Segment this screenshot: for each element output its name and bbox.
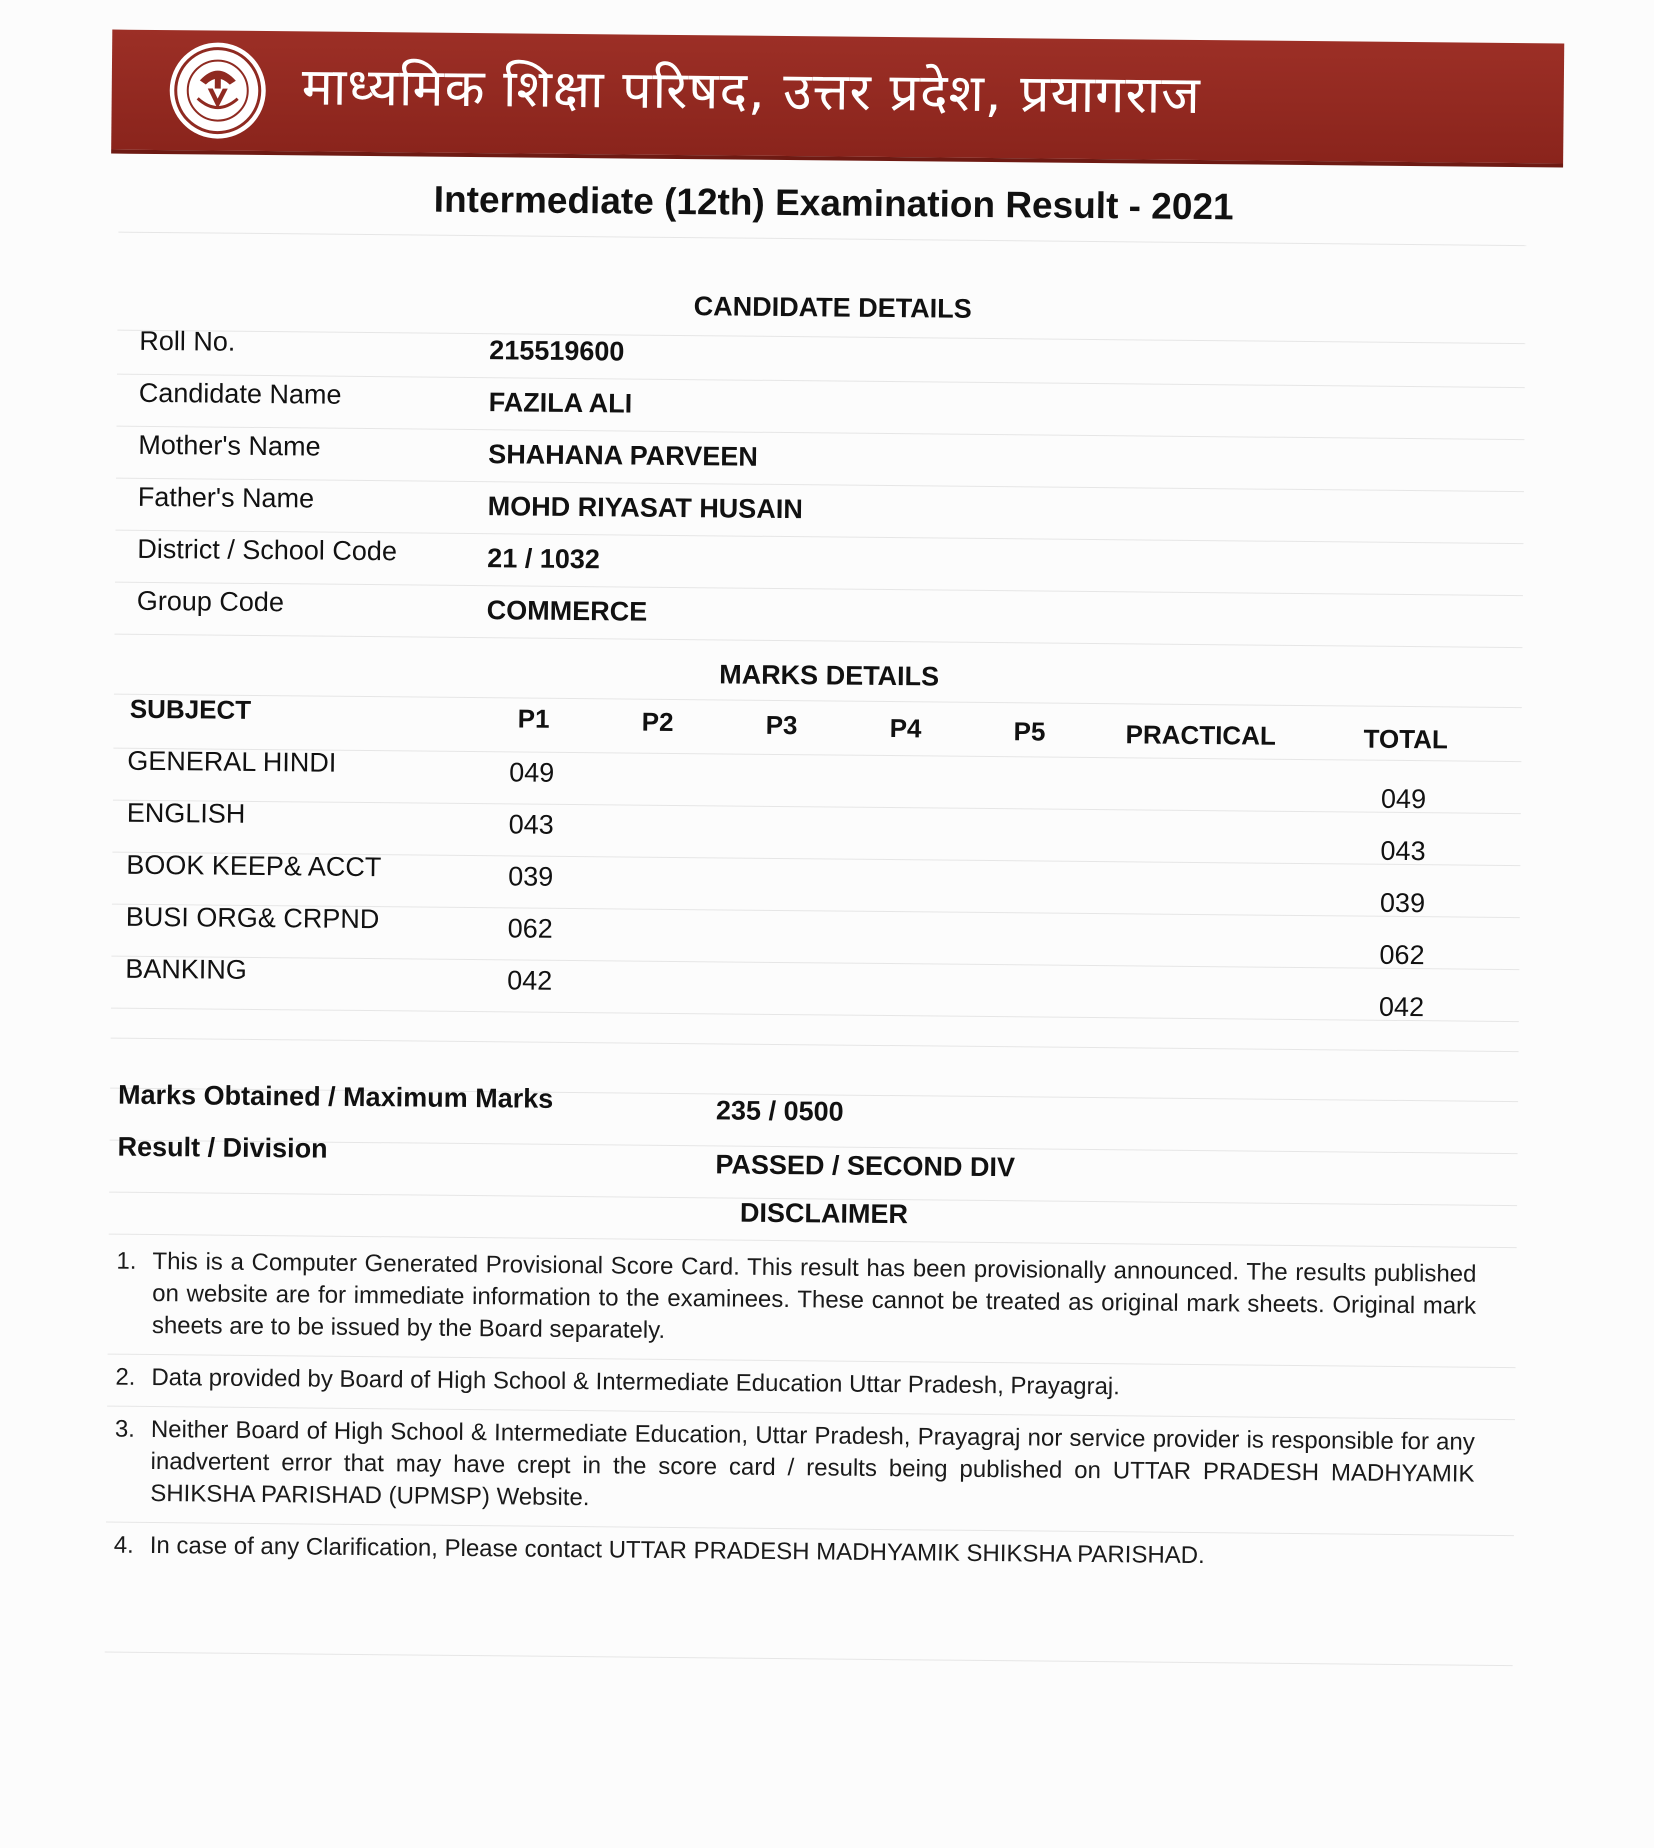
- item-number: 1.: [116, 1247, 137, 1275]
- field-value: 21 / 1032: [487, 543, 601, 575]
- item-number: 4.: [113, 1531, 134, 1559]
- item-text: Neither Board of High School & Intermediate Education, Uttar Pradesh, Prayagraj nor service provider is responsible for any inadvertent error that may have crept in the score card / results being published on UTTAR PRADESH MADHYAMIK SHIKSHA PARISHAD (UPMSP) Website.: [150, 1415, 1475, 1512]
- col-p3: P3: [765, 709, 798, 741]
- col-p5: P5: [1013, 716, 1046, 747]
- p1-cell: 039: [508, 861, 554, 892]
- col-total: TOTAL: [1363, 723, 1448, 755]
- divider: [111, 1008, 1519, 1023]
- field-roll-no: [139, 326, 1539, 379]
- item-text: Data provided by Board of High School & Intermediate Education Uttar Pradesh, Prayagraj.: [151, 1363, 1121, 1401]
- disclaimer-item: [116, 1246, 1477, 1355]
- disclaimer-item: [114, 1414, 1475, 1523]
- item-number: 3.: [114, 1415, 136, 1443]
- total-cell: 043: [1380, 835, 1426, 867]
- item-text: This is a Computer Generated Provisional Score Card. This result has been provisionally announced. The results published on website are for immediate information to the examinees. These cannot be treated as original mark sheets. Original mark sheets are to be issued by the Board separately.: [151, 1247, 1477, 1344]
- field-value: FAZILA ALI: [488, 387, 633, 419]
- field-label: District / School Code: [137, 533, 398, 567]
- item-number: 2.: [115, 1363, 136, 1391]
- field-label: Mother's Name: [138, 429, 321, 462]
- upmsp-emblem-icon: [167, 40, 268, 141]
- p1-cell: 049: [509, 757, 555, 788]
- marks-obtained-value: 235 / 0500: [715, 1095, 844, 1127]
- field-label: Group Code: [136, 585, 285, 618]
- field-value: MOHD RIYASAT HUSAIN: [487, 491, 803, 525]
- p1-cell: 043: [508, 809, 554, 840]
- exam-title: Intermediate (12th) Examination Result - 2021: [433, 178, 1234, 228]
- field-value: COMMERCE: [486, 595, 648, 627]
- disclaimer-item: [115, 1362, 1475, 1407]
- total-cell: 049: [1380, 783, 1427, 815]
- p1-cell: 062: [507, 913, 553, 944]
- total-cell: 042: [1378, 991, 1425, 1023]
- subject-cell: ENGLISH: [126, 797, 246, 829]
- field-label: Candidate Name: [138, 377, 342, 410]
- board-name: माध्यमिक शिक्षा परिषद, उत्तर प्रदेश, प्रयागराज: [301, 57, 1202, 127]
- col-p1: P1: [517, 703, 550, 734]
- divider: [111, 1038, 1519, 1053]
- field-value: SHAHANA PARVEEN: [488, 439, 758, 472]
- header-banner: [111, 30, 1564, 168]
- divider: [109, 1234, 1517, 1249]
- field-label: Father's Name: [137, 481, 315, 514]
- divider: [118, 232, 1526, 247]
- result-division-label: Result / Division: [117, 1131, 328, 1164]
- col-practical: PRACTICAL: [1125, 719, 1276, 751]
- col-p4: P4: [889, 713, 922, 744]
- subject-cell: BANKING: [125, 953, 247, 985]
- subject-cell: BUSI ORG& CRPND: [125, 901, 380, 935]
- p1-cell: 042: [507, 965, 553, 996]
- total-cell: 062: [1379, 939, 1425, 971]
- item-text: In case of any Clarification, Please contact UTTAR PRADESH MADHYAMIK SHIKSHA PARISHAD.: [149, 1531, 1205, 1570]
- field-value: 215519600: [489, 335, 625, 367]
- divider: [105, 1652, 1513, 1667]
- marks-obtained-label: Marks Obtained / Maximum Marks: [117, 1079, 554, 1114]
- divider: [113, 800, 1521, 815]
- divider: [111, 956, 1519, 971]
- col-subject: SUBJECT: [129, 693, 252, 725]
- subject-cell: GENERAL HINDI: [127, 745, 337, 778]
- total-cell: 039: [1379, 887, 1426, 919]
- disclaimer-item: [114, 1530, 1474, 1575]
- disclaimer-heading: DISCLAIMER: [739, 1197, 909, 1230]
- result-division-value: PASSED / SECOND DIV: [715, 1149, 1016, 1183]
- col-p2: P2: [641, 706, 674, 737]
- candidate-details-heading: CANDIDATE DETAILS: [693, 291, 972, 324]
- field-label: Roll No.: [139, 325, 236, 357]
- marks-details-heading: MARKS DETAILS: [719, 659, 940, 692]
- subject-cell: BOOK KEEP& ACCT: [126, 849, 382, 883]
